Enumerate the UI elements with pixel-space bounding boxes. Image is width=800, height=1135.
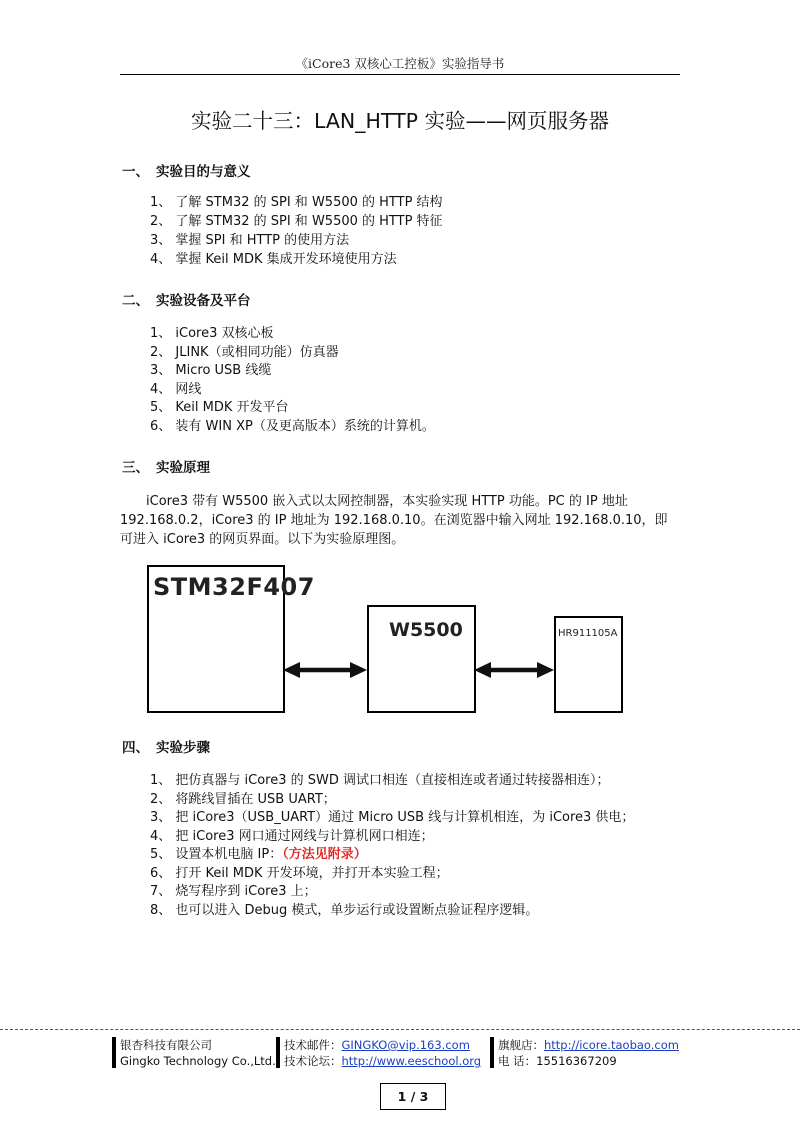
list-item: 8、 也可以进入 Debug 模式，单步运行或设置断点验证程序逻辑。 bbox=[150, 903, 539, 918]
footer-divider bbox=[0, 1029, 800, 1030]
phone-label: 电 话： bbox=[498, 1054, 537, 1068]
list-item: 3、 掌握 SPI 和 HTTP 的使用方法 bbox=[150, 233, 350, 248]
list-item: 1、 把仿真器与 iCore3 的 SWD 调试口相连（直接相连或者通过转接器相连）； bbox=[150, 773, 610, 788]
list-item: 4、 掌握 Keil MDK 集成开发环境使用方法 bbox=[150, 252, 397, 267]
arrow-stm32-w5500 bbox=[283, 662, 367, 678]
section-number: 四、 bbox=[122, 740, 149, 756]
list-item bbox=[150, 846, 367, 865]
footer-bar bbox=[112, 1037, 116, 1068]
footer-company bbox=[120, 1037, 276, 1069]
list-item: 7、 烧写程序到 iCore3 上； bbox=[150, 884, 317, 899]
footer-bar bbox=[490, 1037, 494, 1068]
section-title: 实验步骤 bbox=[156, 740, 210, 756]
page-title: 实验二十三：LAN_HTTP 实验——网页服务器 bbox=[191, 109, 609, 133]
arrow-w5500-hr911105a bbox=[474, 662, 554, 678]
stm32-label: STM32F407 bbox=[153, 573, 315, 601]
shop-link[interactable]: http://icore.taobao.com bbox=[544, 1038, 679, 1052]
list-item: 2、 JLINK（或相同功能）仿真器 bbox=[150, 345, 339, 360]
forum-label: 技术论坛： bbox=[284, 1054, 342, 1068]
section-number: 三、 bbox=[122, 460, 149, 476]
section-number: 一、 bbox=[122, 164, 149, 180]
appendix-note: （方法见附录） bbox=[282, 847, 367, 862]
list-item: 3、 把 iCore3（USB_UART）通过 Micro USB 线与计算机相连，为 iCore3 供电； bbox=[150, 810, 635, 825]
list-item: 4、 网线 bbox=[150, 382, 202, 397]
list-item: 1、 了解 STM32 的 SPI 和 W5500 的 HTTP 结构 bbox=[150, 195, 443, 210]
section-title: 实验目的与意义 bbox=[156, 164, 251, 180]
list-item: 2、 将跳线冒插在 USB UART； bbox=[150, 792, 336, 807]
shop-label: 旗舰店： bbox=[498, 1038, 544, 1052]
paragraph-text: iCore3 带有 W5500 嵌入式以太网控制器，本实验实现 HTTP 功能。PC 的 IP 地址 192.168.0.2，iCore3 的 IP 地址为 192.168.0.10。在浏览器中输入网址 192.168.0.10，即可进入 iCore3 的网页界面。以下为实验原理图。 bbox=[120, 494, 668, 547]
footer-contact bbox=[284, 1037, 481, 1069]
list-item-text: 5、 设置本机电脑 IP： bbox=[150, 847, 283, 862]
list-item: 3、 Micro USB 线缆 bbox=[150, 363, 272, 378]
list-item: 2、 了解 STM32 的 SPI 和 W5500 的 HTTP 特征 bbox=[150, 214, 443, 229]
section-title: 实验原理 bbox=[156, 460, 210, 476]
footer-shop bbox=[498, 1037, 679, 1069]
email-link[interactable]: GINGKO@vip.163.com bbox=[341, 1038, 470, 1052]
section-number: 二、 bbox=[122, 293, 149, 309]
phone-number: 15516367209 bbox=[536, 1054, 617, 1068]
footer-bar bbox=[276, 1037, 280, 1068]
page-number: 1 / 3 bbox=[380, 1083, 446, 1110]
list-item: 4、 把 iCore3 网口通过网线与计算机网口相连； bbox=[150, 829, 434, 844]
company-name-en: Gingko Technology Co.,Ltd. bbox=[120, 1054, 276, 1068]
list-item: 1、 iCore3 双核心板 bbox=[150, 326, 274, 341]
list-item: 6、 打开 Keil MDK 开发环境，并打开本实验工程； bbox=[150, 866, 449, 881]
list-item: 6、 装有 WIN XP（及更高版本）系统的计算机。 bbox=[150, 419, 435, 434]
section-heading-4 bbox=[122, 736, 210, 756]
email-label: 技术邮件： bbox=[284, 1038, 342, 1052]
list-item: 5、 Keil MDK 开发平台 bbox=[150, 400, 289, 415]
forum-link[interactable]: http://www.eeschool.org bbox=[341, 1054, 482, 1068]
company-name-cn: 银杏科技有限公司 bbox=[120, 1038, 212, 1052]
hr911105a-label: HR911105A bbox=[558, 628, 618, 639]
section-title: 实验设备及平台 bbox=[156, 293, 251, 309]
running-header: 《iCore3 双核心工控板》实验指导书 bbox=[295, 56, 505, 71]
w5500-label: W5500 bbox=[389, 619, 463, 641]
